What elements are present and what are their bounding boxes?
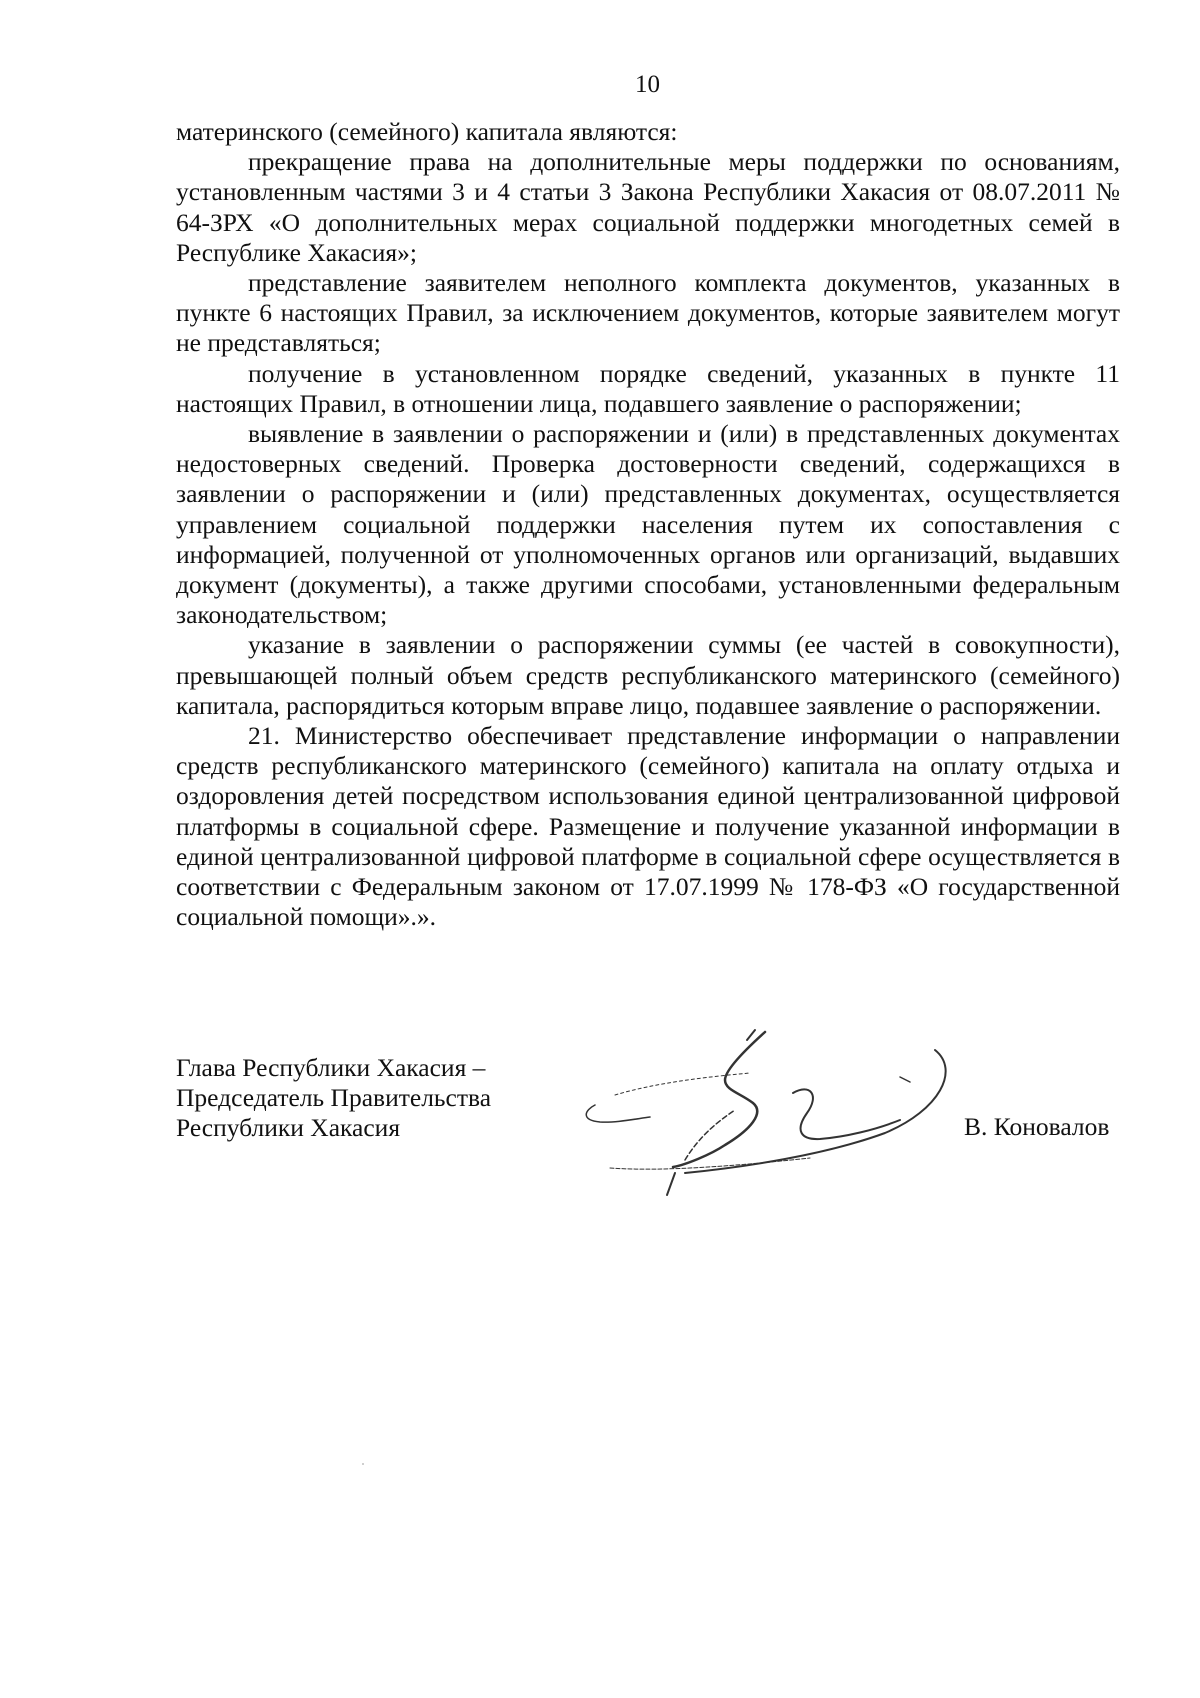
document-body xyxy=(176,117,1120,932)
signatory-title-line: Председатель Правительства xyxy=(176,1083,492,1112)
paragraph-termination-of-right: прекращение права на дополнительные меры поддержки по основаниям, установленным частями 3 и 4 статьи 3 Закона Республики Хакасия от 08.07.2011 № 64-ЗРХ «О дополнительных мерах социальной поддержки многодетных семей в Республике Хакасия»; xyxy=(176,147,1120,267)
signatory-title xyxy=(176,1053,491,1143)
paragraph-item-21: 21. Министерство обеспечивает представление информации о направлении средств республиканского материнского (семейного) капитала на оплату отдыха и оздоровления детей посредством использования единой централизованной цифровой платформы в социальной сфере. Размещение и получение указанной информации в единой централизованной цифровой платформе в социальной сфере осуществляется в соответствии с Федеральным законом от 17.07.1999 № 178-ФЗ «О государственной социальной помощи».». xyxy=(176,721,1120,932)
paragraph-incomplete-documents: представление заявителем неполного комплекта документов, указанных в пункте 6 настоящих Правил, за исключением документов, которые заявителем могут не представляться; xyxy=(176,268,1120,358)
scan-speck xyxy=(362,1463,364,1465)
signatory-title-line: Республики Хакасия xyxy=(176,1113,401,1142)
paragraph-false-information: выявление в заявлении о распоряжении и (или) в представленных документах недостоверных сведений. Проверка достоверности сведений, содержащихся в заявлении о распоряжении и (или) представленных документах, осуществляется управлением социальной поддержки населения путем их сопоставления с информацией, полученной от уполномоченных органов или организаций, выдавших документ (документы), а также другими способами, установленными федеральным законодательством; xyxy=(176,419,1120,630)
signer-name: В. Коновалов xyxy=(964,1112,1110,1141)
paragraph-continuation: материнского (семейного) капитала являются: xyxy=(176,117,678,146)
signatory-title-line: Глава Республики Хакасия – xyxy=(176,1053,486,1082)
page-number: 10 xyxy=(635,71,660,98)
paragraph-amount-exceeds: указание в заявлении о распоряжении суммы (ее частей в совокупности), превышающей полный объем средств республиканского материнского (семейного) капитала, распорядиться которым вправе лицо, подавшее заявление о распоряжении. xyxy=(176,630,1120,720)
paragraph-information-received: получение в установленном порядке сведений, указанных в пункте 11 настоящих Правил, в отношении лица, подавшего заявление о распоряжении; xyxy=(176,358,1120,418)
handwritten-signature xyxy=(575,1015,975,1215)
